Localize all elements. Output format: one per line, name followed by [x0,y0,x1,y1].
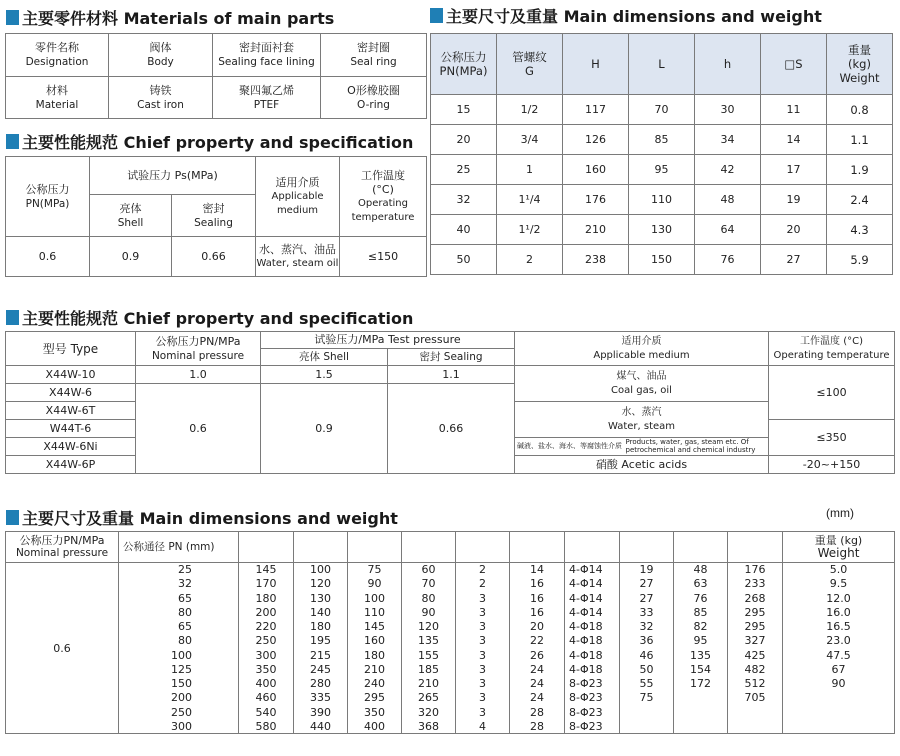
spec2-medium-cell: 煤气、油品 Coal gas, oil [515,366,769,402]
dims2-dim-cell: 22 [510,634,565,648]
spec2-medium-cell: 碱液、盐水、海水、等腐蚀性介质 Products, water, gas, steam etc. Of petrochemical and chemical industry [515,438,769,456]
spec2-type-cell: X44W-6Ni [6,438,136,456]
dims2-dim-cell: 176 [728,563,783,577]
dims2-dim-cell: 250 [239,634,294,648]
dims2-header-cell [239,532,294,563]
dims1-height-small-h-cell: 34 [695,125,761,155]
dims1-height-h-cell: 210 [563,215,629,245]
dims2-dim-cell: 28 [510,719,565,733]
dims2-row [6,620,895,634]
dims2-header-row [6,532,895,563]
dims1-row [431,185,893,215]
spec2-type-cell: W44T-6 [6,420,136,438]
dims2-dim-cell: 295 [728,605,783,619]
dims2-row [6,563,895,577]
dims2-dim-cell [674,705,728,719]
dims1-table [430,33,893,275]
dims1-length-l-cell: 70 [629,95,695,125]
dims1-title [430,4,822,27]
spec2-shell-header: 亮体 Shell [261,349,388,366]
dims2-weight-cell: 5.0 [783,563,895,577]
dims1-row [431,95,893,125]
dims2-dn-cell: 125 [119,662,239,676]
materials-value-cell: 材料 Material [6,77,109,119]
dims2-dim-cell [674,691,728,705]
dims1-header-cell: L [629,34,695,95]
dims1-length-l-cell: 85 [629,125,695,155]
dims2-dim-cell: 4-Φ14 [565,577,620,591]
materials-material-row [6,77,427,119]
dims2-row [6,705,895,719]
dims2-weight-cell: 67 [783,662,895,676]
dims1-header-cell: □S [761,34,827,95]
dims2-dim-cell: 8-Φ23 [565,705,620,719]
dims2-dim-cell: 100 [348,591,402,605]
materials-header-cell: 阀体 Body [109,34,213,77]
dims2-header-cell [510,532,565,563]
spec1-table [5,156,427,277]
section-marker-icon [6,510,19,525]
dims1-header-cell: h [695,34,761,95]
spec2-type-cell: X44W-6 [6,384,136,402]
dims2-dim-cell: 20 [510,620,565,634]
spec2-sealing-header: 密封 Sealing [388,349,515,366]
dims2-weight-cell [783,691,895,705]
dims2-weight-cell [783,705,895,719]
dims2-row [6,662,895,676]
dims2-dim-cell: 170 [239,577,294,591]
dims2-dim-cell: 90 [402,605,456,619]
dims1-square-s-cell: 19 [761,185,827,215]
dims1-length-l-cell: 95 [629,155,695,185]
dims2-header-cell [456,532,510,563]
dims2-dim-cell: 95 [674,634,728,648]
dims2-dim-cell: 4-Φ14 [565,591,620,605]
dims2-dim-cell: 26 [510,648,565,662]
dims2-dim-cell: 48 [674,563,728,577]
dims2-dim-cell: 135 [674,648,728,662]
dims2-dim-cell: 4-Φ14 [565,563,620,577]
dims2-dim-cell: 3 [456,634,510,648]
dims2-dn-cell: 25 [119,563,239,577]
dims1-weight-cell: 4.3 [827,215,893,245]
dims2-dim-cell: 400 [348,719,402,733]
spec2-sealing-value: 1.1 [388,366,515,384]
spec1-data-row [6,237,427,277]
materials-title-text: 主要零件材料 Materials of main parts [22,9,335,28]
dims1-pn-cell: 32 [431,185,497,215]
dims1-height-small-h-cell: 48 [695,185,761,215]
dims1-height-h-cell: 126 [563,125,629,155]
dims2-dim-cell: 705 [728,691,783,705]
dims2-weight-cell [783,719,895,733]
dims2-dim-cell: 240 [348,677,402,691]
dims2-dim-cell: 2 [456,563,510,577]
dims1-thread-g-cell: 1 [497,155,563,185]
dims2-dim-cell [728,719,783,733]
dims2-dim-cell: 80 [402,591,456,605]
dims2-dim-cell: 215 [294,648,348,662]
dims1-header-cell: 管螺纹 G [497,34,563,95]
dims1-pn-cell: 40 [431,215,497,245]
dims2-dn-cell: 65 [119,591,239,605]
dims2-header-cell [674,532,728,563]
dims2-dim-cell: 3 [456,677,510,691]
dims2-dim-cell: 400 [239,677,294,691]
dims2-dim-cell: 75 [348,563,402,577]
dims2-dim-cell: 350 [348,705,402,719]
dims1-length-l-cell: 110 [629,185,695,215]
dims1-pn-cell: 25 [431,155,497,185]
dims2-dim-cell: 160 [348,634,402,648]
dims2-dn-cell: 80 [119,634,239,648]
dims1-pn-cell: 50 [431,245,497,275]
section-marker-icon [6,10,19,25]
dims2-dim-cell: 4-Φ18 [565,620,620,634]
spec2-type-cell: X44W-10 [6,366,136,384]
dims2-dim-cell: 155 [402,648,456,662]
section-marker-icon [6,310,19,325]
dims1-thread-g-cell: 1/2 [497,95,563,125]
dims2-header-cell [402,532,456,563]
dims2-dim-cell: 3 [456,705,510,719]
spec2-medium-cell: 水、蒸汽 Water, steam [515,402,769,438]
dims2-header-cell [348,532,402,563]
dims2-dim-cell: 220 [239,620,294,634]
dims2-dim-cell: 24 [510,691,565,705]
dims2-dim-cell [620,719,674,733]
dims2-dim-cell: 50 [620,662,674,676]
materials-header-cell: 密封面衬套 Sealing face lining [213,34,321,77]
dims2-dim-cell: 327 [728,634,783,648]
spec1-sealing-header: 密封 Sealing [172,195,256,237]
dims2-dim-cell: 14 [510,563,565,577]
dims2-dim-cell: 135 [402,634,456,648]
dims2-dim-cell: 425 [728,648,783,662]
spec2-shell-value: 1.5 [261,366,388,384]
dims2-pn-header: 公称压力PN/MPa Nominal pressure [6,532,119,563]
spec2-shell-value: 0.9 [261,384,388,474]
dims2-dim-cell: 130 [294,591,348,605]
dims2-header-cell [728,532,783,563]
dims2-dim-cell: 295 [728,620,783,634]
spec1-medium-value: 水、蒸汽、油品 Water, steam oil [256,237,340,277]
dims1-row [431,245,893,275]
dims2-dim-cell: 180 [294,620,348,634]
dims1-length-l-cell: 130 [629,215,695,245]
dims2-weight-cell: 16.0 [783,605,895,619]
dims2-dn-cell: 100 [119,648,239,662]
dims2-weight-cell: 16.5 [783,620,895,634]
dims2-dim-cell: 145 [348,620,402,634]
dims2-dim-cell: 27 [620,577,674,591]
dims2-row [6,677,895,691]
section-marker-icon [430,8,443,23]
dims2-weight-header: 重量 (kg) Weight [783,532,895,563]
spec1-shell-value: 0.9 [90,237,172,277]
spec2-pn-value: 0.6 [136,384,261,474]
section-marker-icon [6,134,19,149]
materials-header-row [6,34,427,77]
dims2-dim-cell: 185 [402,662,456,676]
spec2-type-cell: X44W-6P [6,456,136,474]
dims2-dim-cell: 8-Φ23 [565,677,620,691]
dims2-dim-cell: 195 [294,634,348,648]
dims1-square-s-cell: 27 [761,245,827,275]
dims2-dim-cell: 295 [348,691,402,705]
dims2-dim-cell: 76 [674,591,728,605]
dims1-pn-cell: 20 [431,125,497,155]
dims1-thread-g-cell: 2 [497,245,563,275]
spec2-title [6,306,413,329]
dims2-dim-cell: 90 [348,577,402,591]
dims2-weight-cell: 90 [783,677,895,691]
spec2-test-header: 试验压力/MPa Test pressure [261,332,515,349]
materials-value-cell: 铸铁 Cast iron [109,77,213,119]
dims2-dim-cell: 27 [620,591,674,605]
dims2-dim-cell: 3 [456,691,510,705]
dims2-weight-cell: 47.5 [783,648,895,662]
dims2-unit: (mm) [826,506,854,520]
dims2-dn-cell: 150 [119,677,239,691]
dims2-dim-cell: 8-Φ23 [565,719,620,733]
spec1-test-header: 试验压力 Ps(MPa) [90,157,256,195]
spec2-title-text: 主要性能规范 Chief property and specification [22,309,414,328]
dims1-square-s-cell: 17 [761,155,827,185]
materials-title [6,6,334,29]
dims1-height-h-cell: 160 [563,155,629,185]
dims1-thread-g-cell: 3/4 [497,125,563,155]
dims2-dim-cell: 265 [402,691,456,705]
materials-table [5,33,427,119]
materials-value-cell: O形橡胶圈 O-ring [321,77,427,119]
dims2-header-cell [620,532,674,563]
dims2-dim-cell: 280 [294,677,348,691]
dims1-title-text: 主要尺寸及重量 Main dimensions and weight [446,7,822,26]
dims2-table [5,531,895,734]
dims2-dim-cell: 320 [402,705,456,719]
spec2-medium-header: 适用介质 Applicable medium [515,332,769,366]
dims2-dim-cell: 8-Φ23 [565,691,620,705]
spec2-type-header: 型号 Type [6,332,136,366]
spec2-temp-header: 工作温度 (°C) Operating temperature [769,332,895,366]
dims2-dim-cell: 482 [728,662,783,676]
spec2-type-cell: X44W-6T [6,402,136,420]
dims2-dim-cell: 75 [620,691,674,705]
dims1-height-h-cell: 176 [563,185,629,215]
dims2-dim-cell: 368 [402,719,456,733]
dims1-row [431,215,893,245]
dims2-row [6,719,895,733]
dims2-row [6,591,895,605]
dims1-header-row [431,34,893,95]
dims2-row [6,577,895,591]
dims2-dim-cell: 268 [728,591,783,605]
materials-header-cell: 零件名称 Designation [6,34,109,77]
dims1-length-l-cell: 150 [629,245,695,275]
spec1-pn-value: 0.6 [6,237,90,277]
dims2-weight-cell: 12.0 [783,591,895,605]
dims2-dim-cell: 3 [456,648,510,662]
dims2-dim-cell: 4 [456,719,510,733]
dims2-dim-cell: 16 [510,605,565,619]
dims2-weight-cell: 9.5 [783,577,895,591]
dims1-height-small-h-cell: 30 [695,95,761,125]
spec1-shell-header: 亮体 Shell [90,195,172,237]
dims2-dn-cell: 32 [119,577,239,591]
dims1-square-s-cell: 11 [761,95,827,125]
dims2-dim-cell: 210 [402,677,456,691]
dims2-dim-cell: 3 [456,620,510,634]
dims2-dim-cell: 28 [510,705,565,719]
dims2-dim-cell: 154 [674,662,728,676]
dims1-header-cell: 公称压力 PN(MPa) [431,34,497,95]
dims2-dim-cell [728,705,783,719]
dims2-dim-cell: 4-Φ18 [565,662,620,676]
dims2-dim-cell: 120 [294,577,348,591]
dims2-header-cell [565,532,620,563]
dims1-height-h-cell: 117 [563,95,629,125]
dims2-title [6,506,398,529]
spec2-pn-header: 公称压力PN/MPa Nominal pressure [136,332,261,366]
dims2-dim-cell: 100 [294,563,348,577]
dims2-dn-cell: 300 [119,719,239,733]
dims2-dn-cell: 200 [119,691,239,705]
spec2-medium-cell: 硝酸 Acetic acids [515,456,769,474]
dims2-dn-cell: 65 [119,620,239,634]
dims2-dim-cell: 200 [239,605,294,619]
dims2-dim-cell: 85 [674,605,728,619]
dims2-dim-cell: 55 [620,677,674,691]
dims2-dim-cell: 63 [674,577,728,591]
dims1-row [431,125,893,155]
dims2-dim-cell [620,705,674,719]
dims2-dim-cell: 19 [620,563,674,577]
spec1-title [6,130,413,153]
dims2-dim-cell: 512 [728,677,783,691]
dims2-dim-cell: 33 [620,605,674,619]
dims1-height-small-h-cell: 64 [695,215,761,245]
dims2-row [6,691,895,705]
dims2-dim-cell: 4-Φ18 [565,648,620,662]
dims1-header-cell: H [563,34,629,95]
dims2-dim-cell: 46 [620,648,674,662]
dims2-row [6,648,895,662]
spec1-title-text: 主要性能规范 Chief property and specification [22,133,414,152]
spec1-temp-header: 工作温度 (°C) Operating temperature [340,157,427,237]
dims1-height-small-h-cell: 42 [695,155,761,185]
spec1-sealing-value: 0.66 [172,237,256,277]
spec2-temp-cell: ≤100 [769,366,895,420]
dims2-dim-cell: 145 [239,563,294,577]
dims1-header-cell: 重量 (kg) Weight [827,34,893,95]
dims1-height-h-cell: 238 [563,245,629,275]
spec2-temp-cell: ≤350 [769,420,895,456]
dims1-weight-cell: 0.8 [827,95,893,125]
dims2-dn-header: 公称通径 PN (mm) [119,532,239,563]
spec1-medium-header: 适用介质 Applicable medium [256,157,340,237]
dims2-dim-cell: 2 [456,577,510,591]
materials-value-cell: 聚四氟乙烯 PTEF [213,77,321,119]
dims1-thread-g-cell: 1¹/4 [497,185,563,215]
materials-header-cell: 密封圈 Seal ring [321,34,427,77]
dims2-dim-cell: 540 [239,705,294,719]
dims1-pn-cell: 15 [431,95,497,125]
dims2-weight-cell: 23.0 [783,634,895,648]
dims2-dim-cell: 82 [674,620,728,634]
spec2-temp-cell: -20~+150 [769,456,895,474]
dims2-dim-cell: 350 [239,662,294,676]
dims2-dim-cell: 335 [294,691,348,705]
dims2-dim-cell: 580 [239,719,294,733]
dims2-dim-cell: 440 [294,719,348,733]
dims2-dim-cell: 140 [294,605,348,619]
dims2-dim-cell: 233 [728,577,783,591]
dims2-dim-cell: 16 [510,577,565,591]
dims2-header-cell [294,532,348,563]
dims2-dim-cell: 110 [348,605,402,619]
dims2-dim-cell: 36 [620,634,674,648]
spec2-sealing-value: 0.66 [388,384,515,474]
dims1-weight-cell: 1.9 [827,155,893,185]
dims2-row [6,605,895,619]
spec2-pn-value: 1.0 [136,366,261,384]
dims2-dim-cell: 16 [510,591,565,605]
dims1-weight-cell: 2.4 [827,185,893,215]
dims1-height-small-h-cell: 76 [695,245,761,275]
dims2-dim-cell: 172 [674,677,728,691]
dims2-dim-cell: 3 [456,605,510,619]
dims1-square-s-cell: 20 [761,215,827,245]
dims2-dim-cell [674,719,728,733]
dims2-dim-cell: 180 [239,591,294,605]
dims2-dim-cell: 390 [294,705,348,719]
dims2-dim-cell: 24 [510,677,565,691]
spec1-pn-header: 公称压力 PN(MPa) [6,157,90,237]
dims1-weight-cell: 1.1 [827,125,893,155]
spec1-temp-value: ≤150 [340,237,427,277]
dims2-dim-cell: 24 [510,662,565,676]
dims2-dim-cell: 60 [402,563,456,577]
dims2-pn-value: 0.6 [6,563,119,734]
dims1-weight-cell: 5.9 [827,245,893,275]
dims2-title-text: 主要尺寸及重量 Main dimensions and weight [22,509,398,528]
dims1-thread-g-cell: 1¹/2 [497,215,563,245]
dims2-dn-cell: 80 [119,605,239,619]
dims2-dim-cell: 210 [348,662,402,676]
dims2-dim-cell: 3 [456,591,510,605]
dims2-dim-cell: 4-Φ18 [565,634,620,648]
dims2-dim-cell: 180 [348,648,402,662]
dims2-dn-cell: 250 [119,705,239,719]
dims2-dim-cell: 300 [239,648,294,662]
dims2-dim-cell: 32 [620,620,674,634]
dims2-row [6,634,895,648]
spec2-table [5,331,895,474]
dims2-dim-cell: 120 [402,620,456,634]
dims2-dim-cell: 4-Φ14 [565,605,620,619]
dims2-dim-cell: 3 [456,662,510,676]
dims1-row [431,155,893,185]
dims2-dim-cell: 460 [239,691,294,705]
dims2-dim-cell: 245 [294,662,348,676]
dims2-dim-cell: 70 [402,577,456,591]
dims1-square-s-cell: 14 [761,125,827,155]
